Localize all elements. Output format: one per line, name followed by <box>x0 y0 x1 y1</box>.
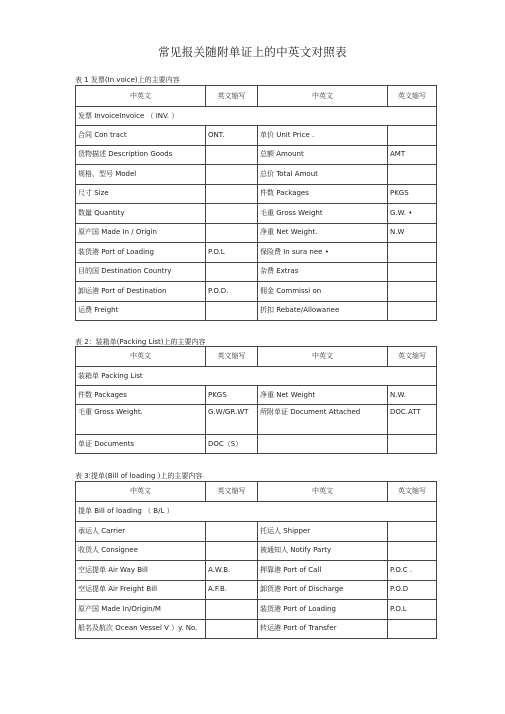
cell-cn-en: 件数 Packages <box>76 386 206 405</box>
table3-caption: 表 3:提单(Bill of loading )上的主要内容 <box>75 472 203 480</box>
cell-cn-en: 净重 Net Weight <box>258 386 388 405</box>
table-row <box>76 541 437 561</box>
header-abbr: 英文缩写 <box>206 347 258 367</box>
cell-cn-en: 尺寸 Size <box>76 184 206 204</box>
page-title: 常见报关随附单证上的中英文对照表 <box>158 45 347 59</box>
cell-abbr <box>388 541 437 561</box>
bill-of-loading-table <box>75 481 437 639</box>
cell-cn-en: 数量 Quantity <box>76 204 206 224</box>
table-row <box>76 126 437 146</box>
cell-cn-en: 杂费 Extras <box>258 262 388 282</box>
header-abbr: 英文缩写 <box>388 482 437 502</box>
cell-cn-en: 单价 Unit Price . <box>258 126 388 146</box>
cell-cn-en: 货物描述 Description Goods <box>76 145 206 165</box>
section-row <box>76 502 437 522</box>
header-cn-en: 中英文 <box>76 86 206 107</box>
table-row <box>76 600 437 620</box>
cell-abbr: P.O.D. <box>206 282 258 302</box>
table-row <box>76 204 437 224</box>
table-row <box>76 522 437 542</box>
cell-abbr <box>206 145 258 165</box>
cell-cn-en: 总价 Total Amout <box>258 165 388 185</box>
cell-cn-en: 规格、型号 Model <box>76 165 206 185</box>
table2-caption: 表 2：装箱单(Packing List)上的主要内容 <box>75 338 206 346</box>
cell-abbr <box>206 204 258 224</box>
table-row <box>76 386 437 405</box>
cell-cn-en: 件数 Packages <box>258 184 388 204</box>
cell-abbr <box>206 619 258 639</box>
header-cn-en: 中英文 <box>258 482 388 502</box>
cell-abbr <box>388 262 437 282</box>
header-abbr: 英文缩写 <box>206 86 258 107</box>
table-row <box>76 301 437 321</box>
table-row <box>76 561 437 581</box>
cell-abbr: G.W/GR.WT <box>206 405 258 435</box>
table1-caption: 表 1 发票(In voice)上的主要内容 <box>75 76 180 84</box>
cell-abbr <box>388 165 437 185</box>
cell-abbr: N.W. <box>388 386 437 405</box>
cell-cn-en: 转运港 Port of Transfer <box>258 619 388 639</box>
cell-abbr <box>206 600 258 620</box>
cell-abbr <box>388 243 437 263</box>
table-row <box>76 435 437 454</box>
cell-cn-en: 空运提单 Air Freight Bill <box>76 580 206 600</box>
section-label: 发票 InvoiceInvoice （ INV. ） <box>76 107 437 126</box>
cell-cn-en: 押靠港 Port of Call <box>258 561 388 581</box>
cell-abbr <box>388 435 437 454</box>
header-abbr: 英文缩写 <box>206 482 258 502</box>
cell-cn-en: 空运提单 Air Way Bill <box>76 561 206 581</box>
section-label: 装箱单 Packing List <box>76 367 437 386</box>
cell-abbr: P.O.L <box>206 243 258 263</box>
table-row <box>76 165 437 185</box>
cell-cn-en: 被通知人 Notify Party <box>258 541 388 561</box>
table-header-row <box>76 482 437 502</box>
cell-cn-en: 船名及航次 Ocean Vessel V ）y. No. <box>76 619 206 639</box>
cell-cn-en: 单证 Documents <box>76 435 206 454</box>
cell-abbr: A.W.B. <box>206 561 258 581</box>
table-header-row <box>76 86 437 107</box>
cell-abbr <box>388 522 437 542</box>
table-row <box>76 282 437 302</box>
cell-cn-en: 保险费 In sura nee • <box>258 243 388 263</box>
cell-abbr <box>388 126 437 146</box>
cell-cn-en: 运费 Freight <box>76 301 206 321</box>
cell-cn-en <box>258 435 388 454</box>
cell-cn-en: 毛重 Gross Weight. <box>76 405 206 435</box>
cell-abbr: P.O.C . <box>388 561 437 581</box>
cell-abbr <box>206 262 258 282</box>
cell-abbr <box>206 223 258 243</box>
cell-abbr <box>206 165 258 185</box>
cell-cn-en: 卸货港 Port of Discharge <box>258 580 388 600</box>
cell-cn-en: 所附单证 Document Attached <box>258 405 388 435</box>
table-row <box>76 580 437 600</box>
cell-cn-en: 目的国 Destination Country <box>76 262 206 282</box>
cell-cn-en: 承运人 Carrier <box>76 522 206 542</box>
cell-cn-en: 合同 Con tract <box>76 126 206 146</box>
table-row <box>76 619 437 639</box>
cell-cn-en: 装货港 Port of Loading <box>76 243 206 263</box>
cell-abbr <box>206 184 258 204</box>
cell-cn-en: 卸运港 Port of Destination <box>76 282 206 302</box>
cell-abbr <box>388 301 437 321</box>
section-row <box>76 107 437 126</box>
table-row <box>76 262 437 282</box>
cell-abbr <box>206 522 258 542</box>
cell-abbr <box>388 282 437 302</box>
section-label: 提单 Bill of loading （ B/L ） <box>76 502 437 522</box>
cell-abbr: N.W <box>388 223 437 243</box>
table-row <box>76 184 437 204</box>
cell-cn-en: 总额 Amount <box>258 145 388 165</box>
table-row <box>76 243 437 263</box>
invoice-table <box>75 85 437 321</box>
header-cn-en: 中英文 <box>258 86 388 107</box>
cell-cn-en: 毛重 Gross Weight <box>258 204 388 224</box>
table-row <box>76 145 437 165</box>
cell-cn-en: 装货港 Port of Loading <box>258 600 388 620</box>
cell-abbr: G.W. • <box>388 204 437 224</box>
cell-abbr <box>388 619 437 639</box>
cell-abbr <box>206 541 258 561</box>
cell-cn-en: 净重 Net Weight. <box>258 223 388 243</box>
cell-abbr: PKGS <box>388 184 437 204</box>
header-abbr: 英文缩写 <box>388 347 437 367</box>
cell-abbr <box>206 301 258 321</box>
packing-list-table <box>75 346 437 454</box>
cell-cn-en: 收货人 Consignee <box>76 541 206 561</box>
cell-abbr: P.O.D <box>388 580 437 600</box>
cell-cn-en: 佣金 Commissi on <box>258 282 388 302</box>
header-abbr: 英文缩写 <box>388 86 437 107</box>
cell-cn-en: 折扣 Rebate/Allowanee <box>258 301 388 321</box>
cell-abbr: AMT <box>388 145 437 165</box>
cell-abbr: DOC.ATT <box>388 405 437 435</box>
header-cn-en: 中英文 <box>76 482 206 502</box>
header-cn-en: 中英文 <box>258 347 388 367</box>
cell-abbr: ONT. <box>206 126 258 146</box>
cell-abbr: P.O.L <box>388 600 437 620</box>
cell-cn-en: 原产国 Made In / Origin <box>76 223 206 243</box>
table-row <box>76 223 437 243</box>
cell-cn-en: 托运人 Shipper <box>258 522 388 542</box>
header-cn-en: 中英文 <box>76 347 206 367</box>
cell-cn-en: 原产国 Made In/Origin/M <box>76 600 206 620</box>
table-header-row <box>76 347 437 367</box>
table-row <box>76 405 437 435</box>
cell-abbr: A.F.B. <box>206 580 258 600</box>
cell-abbr: PKGS <box>206 386 258 405</box>
section-row <box>76 367 437 386</box>
cell-abbr: DOC（S） <box>206 435 258 454</box>
